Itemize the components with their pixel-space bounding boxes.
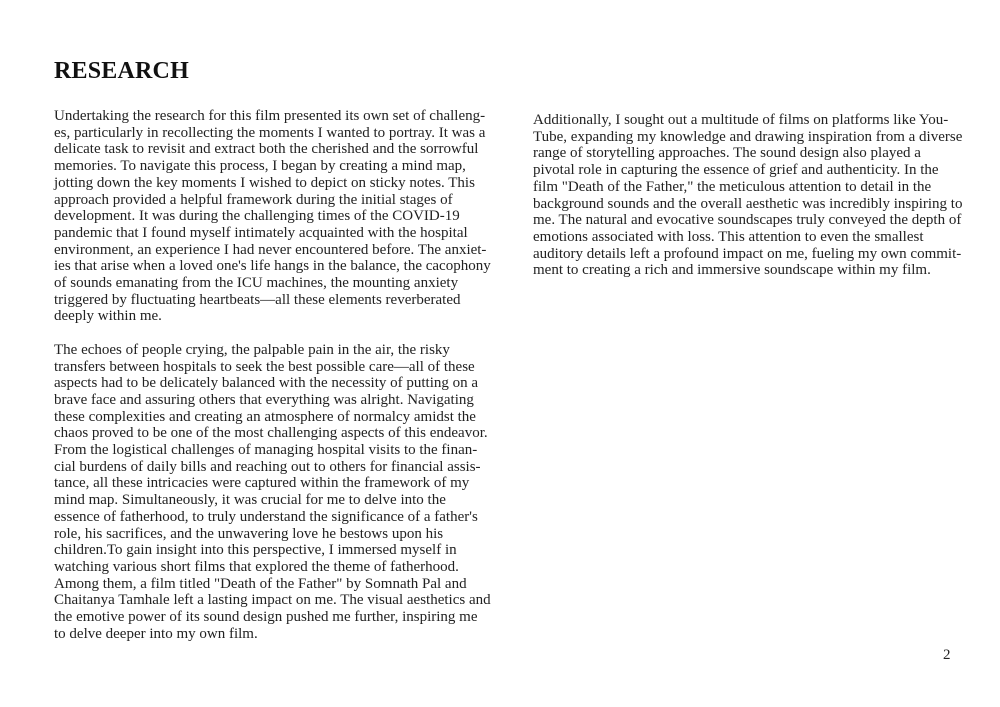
text-line: Chaitanya Tamhale left a lasting impact on me. The visual aesthetics and <box>54 592 491 609</box>
text-line: delicate task to revisit and extract both the cherished and the sorrowful <box>54 141 479 158</box>
left-paragraph-2 <box>54 341 491 643</box>
text-line: Among them, a film titled "Death of the Father" by Somnath Pal and <box>54 575 467 592</box>
text-line: of sounds emanating from the ICU machines, the mounting anxiety <box>54 275 459 292</box>
text-line: development. It was during the challenging times of the COVID-19 <box>54 208 460 225</box>
text-line: environment, an experience I had never encountered before. The anxiet- <box>54 241 487 258</box>
text-line: children.To gain insight into this perspective, I immersed myself in <box>54 542 457 559</box>
page-heading: RESEARCH <box>54 58 189 84</box>
right-column <box>533 112 963 279</box>
text-line: tance, all these intricacies were captured within the framework of my <box>54 475 470 492</box>
text-line: watching various short films that explored the theme of fatherhood. <box>54 558 459 575</box>
left-column <box>54 108 491 642</box>
right-paragraph-1 <box>533 112 963 279</box>
text-line: Additionally, I sought out a multitude of films on platforms like You- <box>533 112 949 128</box>
text-line: jotting down the key moments I wished to depict on sticky notes. This <box>54 174 475 191</box>
text-line: From the logistical challenges of managing hospital visits to the finan- <box>54 442 478 459</box>
text-line: mind map. Simultaneously, it was crucial for me to delve into the <box>54 492 446 509</box>
text-line: Undertaking the research for this film presented its own set of challeng- <box>54 108 486 124</box>
text-line: es, particularly in recollecting the moments I wanted to portray. It was a <box>54 124 486 141</box>
text-line: triggered by fluctuating heartbeats—all these elements reverberated <box>54 291 461 308</box>
text-line: approach provided a helpful framework during the initial stages of <box>54 191 453 208</box>
text-line: auditory details left a profound impact on me, fueling my own commit- <box>533 245 962 262</box>
text-line: to delve deeper into my own film. <box>54 625 258 642</box>
text-line: emotions associated with loss. This attention to even the smallest <box>533 228 924 245</box>
text-line: pivotal role in capturing the essence of grief and authenticity. In the <box>533 162 939 179</box>
text-line: film "Death of the Father," the meticulous attention to detail in the <box>533 178 932 195</box>
page-number: 2 <box>943 647 951 663</box>
text-line: the emotive power of its sound design pushed me further, inspiring me <box>54 609 478 626</box>
text-line: ment to creating a rich and immersive soundscape within my film. <box>533 262 931 279</box>
text-line: cial burdens of daily bills and reaching out to others for financial assis- <box>54 458 481 475</box>
text-line: brave face and assuring others that everything was alright. Navigating <box>54 391 474 408</box>
text-line: background sounds and the overall aesthetic was incredibly inspiring to <box>533 195 963 212</box>
text-line: pandemic that I found myself intimately acquainted with the hospital <box>54 224 468 241</box>
text-line: me. The natural and evocative soundscapes truly conveyed the depth of <box>533 212 962 229</box>
text-line: Tube, expanding my knowledge and drawing inspiration from a diverse <box>533 128 963 145</box>
text-line: chaos proved to be one of the most challenging aspects of this endeavor. <box>54 425 488 442</box>
left-paragraph-1 <box>54 108 491 325</box>
paragraph-gap <box>54 325 474 342</box>
text-line: aspects had to be delicately balanced with the necessity of putting on a <box>54 375 479 392</box>
text-line: The echoes of people crying, the palpable pain in the air, the risky <box>54 341 450 358</box>
text-line: deeply within me. <box>54 308 162 325</box>
text-line: transfers between hospitals to seek the best possible care—all of these <box>54 358 475 375</box>
text-line: role, his sacrifices, and the unwavering love he bestows upon his <box>54 525 444 542</box>
text-line: memories. To navigate this process, I began by creating a mind map, <box>54 158 466 175</box>
text-line: essence of fatherhood, to truly understand the significance of a father's <box>54 508 478 525</box>
text-line: ies that arise when a loved one's life hangs in the balance, the cacophony <box>54 258 491 275</box>
text-line: these complexities and creating an atmosphere of normalcy amidst the <box>54 408 476 425</box>
text-line: range of storytelling approaches. The sound design also played a <box>533 145 921 162</box>
